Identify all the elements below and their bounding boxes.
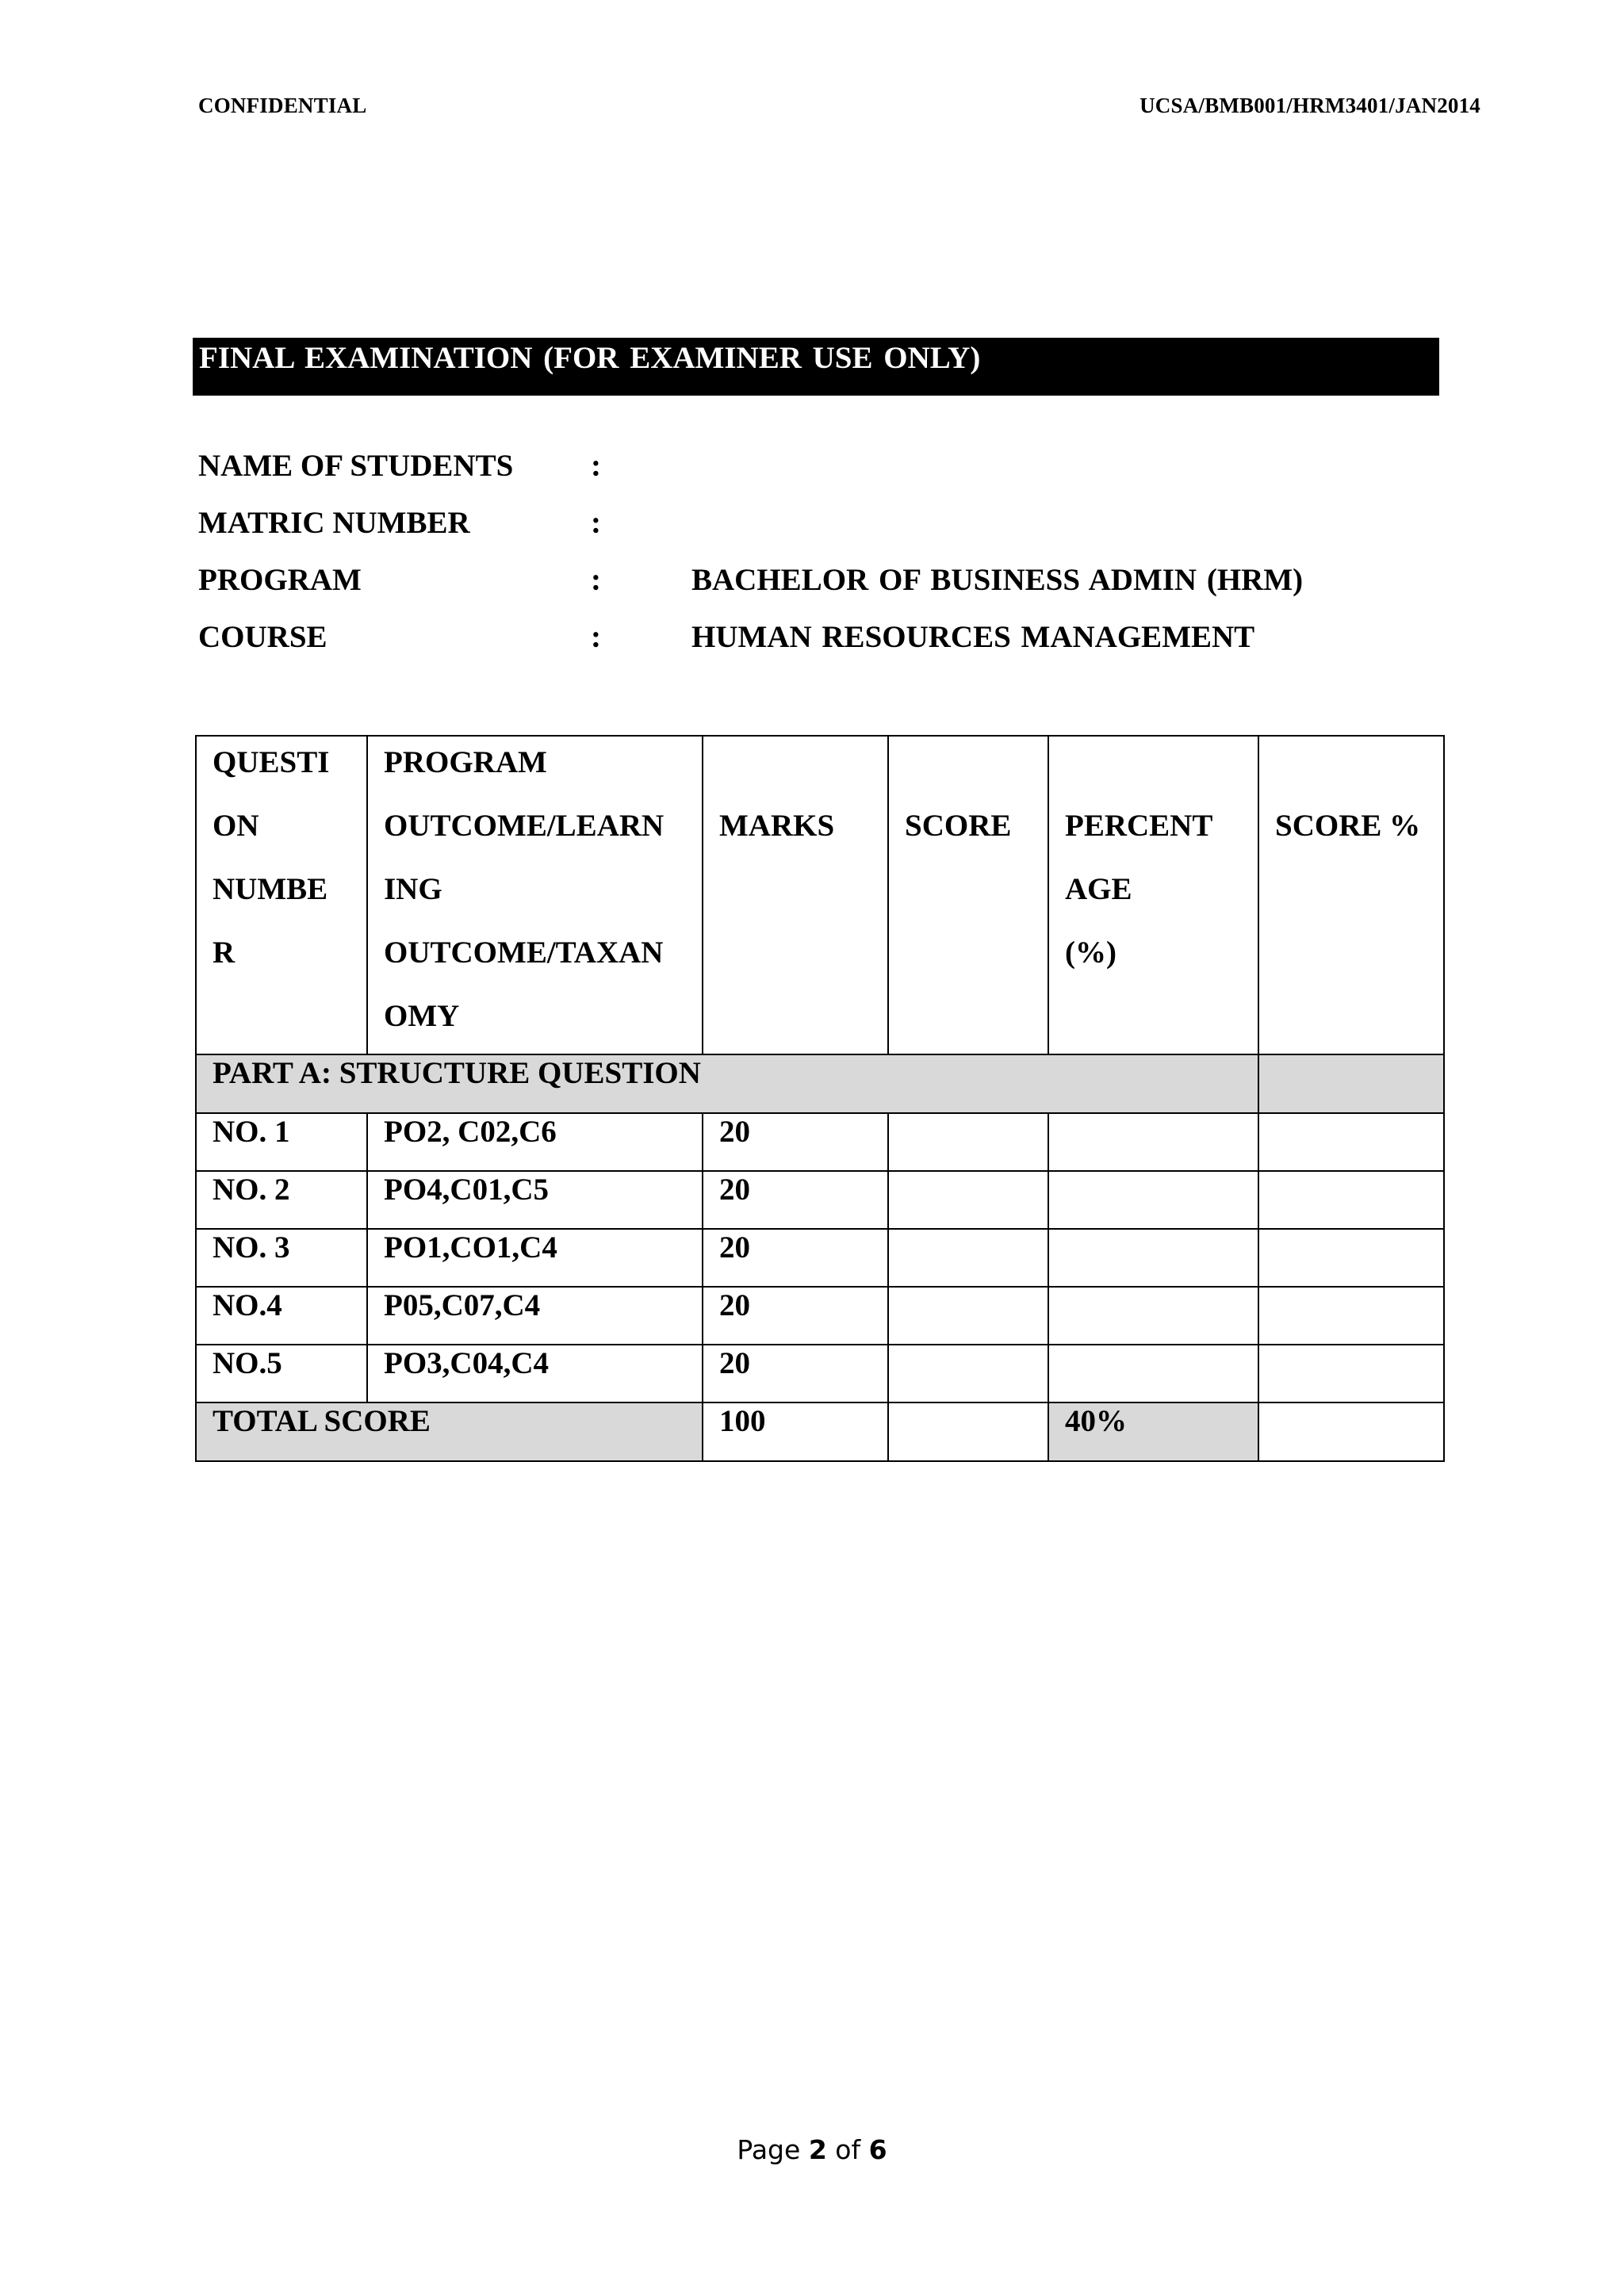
percentage-cell[interactable] <box>1048 1229 1258 1287</box>
outcome-cell: PO4,C01,C5 <box>367 1171 703 1229</box>
total-label: TOTAL SCORE <box>196 1402 703 1461</box>
info-colon: : <box>591 449 601 483</box>
info-colon: : <box>591 563 601 597</box>
total-marks-cell: 100 <box>703 1402 888 1461</box>
table-row <box>196 1171 1444 1229</box>
header-question-number: QUESTI ON NUMBE R <box>196 736 367 1054</box>
info-value: BACHELOR OF BUSINESS ADMIN (HRM) <box>691 563 1304 597</box>
score-percent-cell[interactable] <box>1258 1113 1444 1171</box>
header-document-code: UCSA/BMB001/HRM3401/JAN2014 <box>1139 94 1480 117</box>
marks-cell: 20 <box>703 1345 888 1402</box>
section-row <box>196 1054 1444 1113</box>
score-percent-cell[interactable] <box>1258 1345 1444 1402</box>
header-marks: MARKS <box>703 736 888 1054</box>
percentage-cell[interactable] <box>1048 1287 1258 1345</box>
table-row <box>196 1113 1444 1171</box>
outcome-cell: PO3,C04,C4 <box>367 1345 703 1402</box>
total-percentage-cell: 40% <box>1048 1402 1258 1461</box>
info-row-course <box>198 619 1467 676</box>
outcome-cell: PO1,CO1,C4 <box>367 1229 703 1287</box>
question-number-cell: NO. 1 <box>196 1113 367 1171</box>
info-row-name <box>198 448 1467 505</box>
footer-of-word: of <box>835 2134 861 2165</box>
info-colon: : <box>591 506 601 540</box>
header-program-outcome: PROGRAM OUTCOME/LEARN ING OUTCOME/TAXAN OMY <box>367 736 703 1054</box>
score-cell[interactable] <box>888 1345 1048 1402</box>
question-number-cell: NO. 2 <box>196 1171 367 1229</box>
footer-total-pages: 6 <box>868 2134 887 2165</box>
outcome-cell: PO2, C02,C6 <box>367 1113 703 1171</box>
total-score-percent-cell[interactable] <box>1258 1402 1444 1461</box>
percentage-cell[interactable] <box>1048 1171 1258 1229</box>
info-label: NAME OF STUDENTS <box>198 449 514 483</box>
table-row <box>196 1345 1444 1402</box>
header-percentage: PERCENT AGE (%) <box>1048 736 1258 1054</box>
marks-cell: 20 <box>703 1229 888 1287</box>
marks-table <box>195 735 1445 1462</box>
marks-cell: 20 <box>703 1171 888 1229</box>
info-value: HUMAN RESOURCES MANAGEMENT <box>691 620 1255 654</box>
question-number-cell: NO.4 <box>196 1287 367 1345</box>
percentage-cell[interactable] <box>1048 1113 1258 1171</box>
page-footer <box>0 2134 1624 2165</box>
info-row-matric <box>198 505 1467 562</box>
info-label: MATRIC NUMBER <box>198 506 470 540</box>
info-label: COURSE <box>198 620 327 654</box>
score-cell[interactable] <box>888 1229 1048 1287</box>
footer-page-word: Page <box>737 2134 801 2165</box>
student-info <box>198 448 1467 676</box>
section-blank-cell <box>1258 1054 1444 1113</box>
outcome-cell: P05,C07,C4 <box>367 1287 703 1345</box>
score-percent-cell[interactable] <box>1258 1229 1444 1287</box>
marks-cell: 20 <box>703 1113 888 1171</box>
section-label: PART A: STRUCTURE QUESTION <box>196 1054 1258 1113</box>
header-score-percent: SCORE % <box>1258 736 1444 1054</box>
score-cell[interactable] <box>888 1171 1048 1229</box>
footer-current-page: 2 <box>808 2134 827 2165</box>
table-row <box>196 1229 1444 1287</box>
info-row-program <box>198 562 1467 619</box>
question-number-cell: NO.5 <box>196 1345 367 1402</box>
score-percent-cell[interactable] <box>1258 1171 1444 1229</box>
header-confidential: CONFIDENTIAL <box>198 94 367 117</box>
percentage-cell[interactable] <box>1048 1345 1258 1402</box>
table-header-row <box>196 736 1444 1054</box>
score-percent-cell[interactable] <box>1258 1287 1444 1345</box>
total-row <box>196 1402 1444 1461</box>
total-score-cell[interactable] <box>888 1402 1048 1461</box>
header-score: SCORE <box>888 736 1048 1054</box>
info-colon: : <box>591 620 601 654</box>
question-number-cell: NO. 3 <box>196 1229 367 1287</box>
score-cell[interactable] <box>888 1287 1048 1345</box>
score-cell[interactable] <box>888 1113 1048 1171</box>
info-label: PROGRAM <box>198 563 362 597</box>
exam-banner: FINAL EXAMINATION (FOR EXAMINER USE ONLY) <box>193 338 1439 396</box>
marks-cell: 20 <box>703 1287 888 1345</box>
table-row <box>196 1287 1444 1345</box>
